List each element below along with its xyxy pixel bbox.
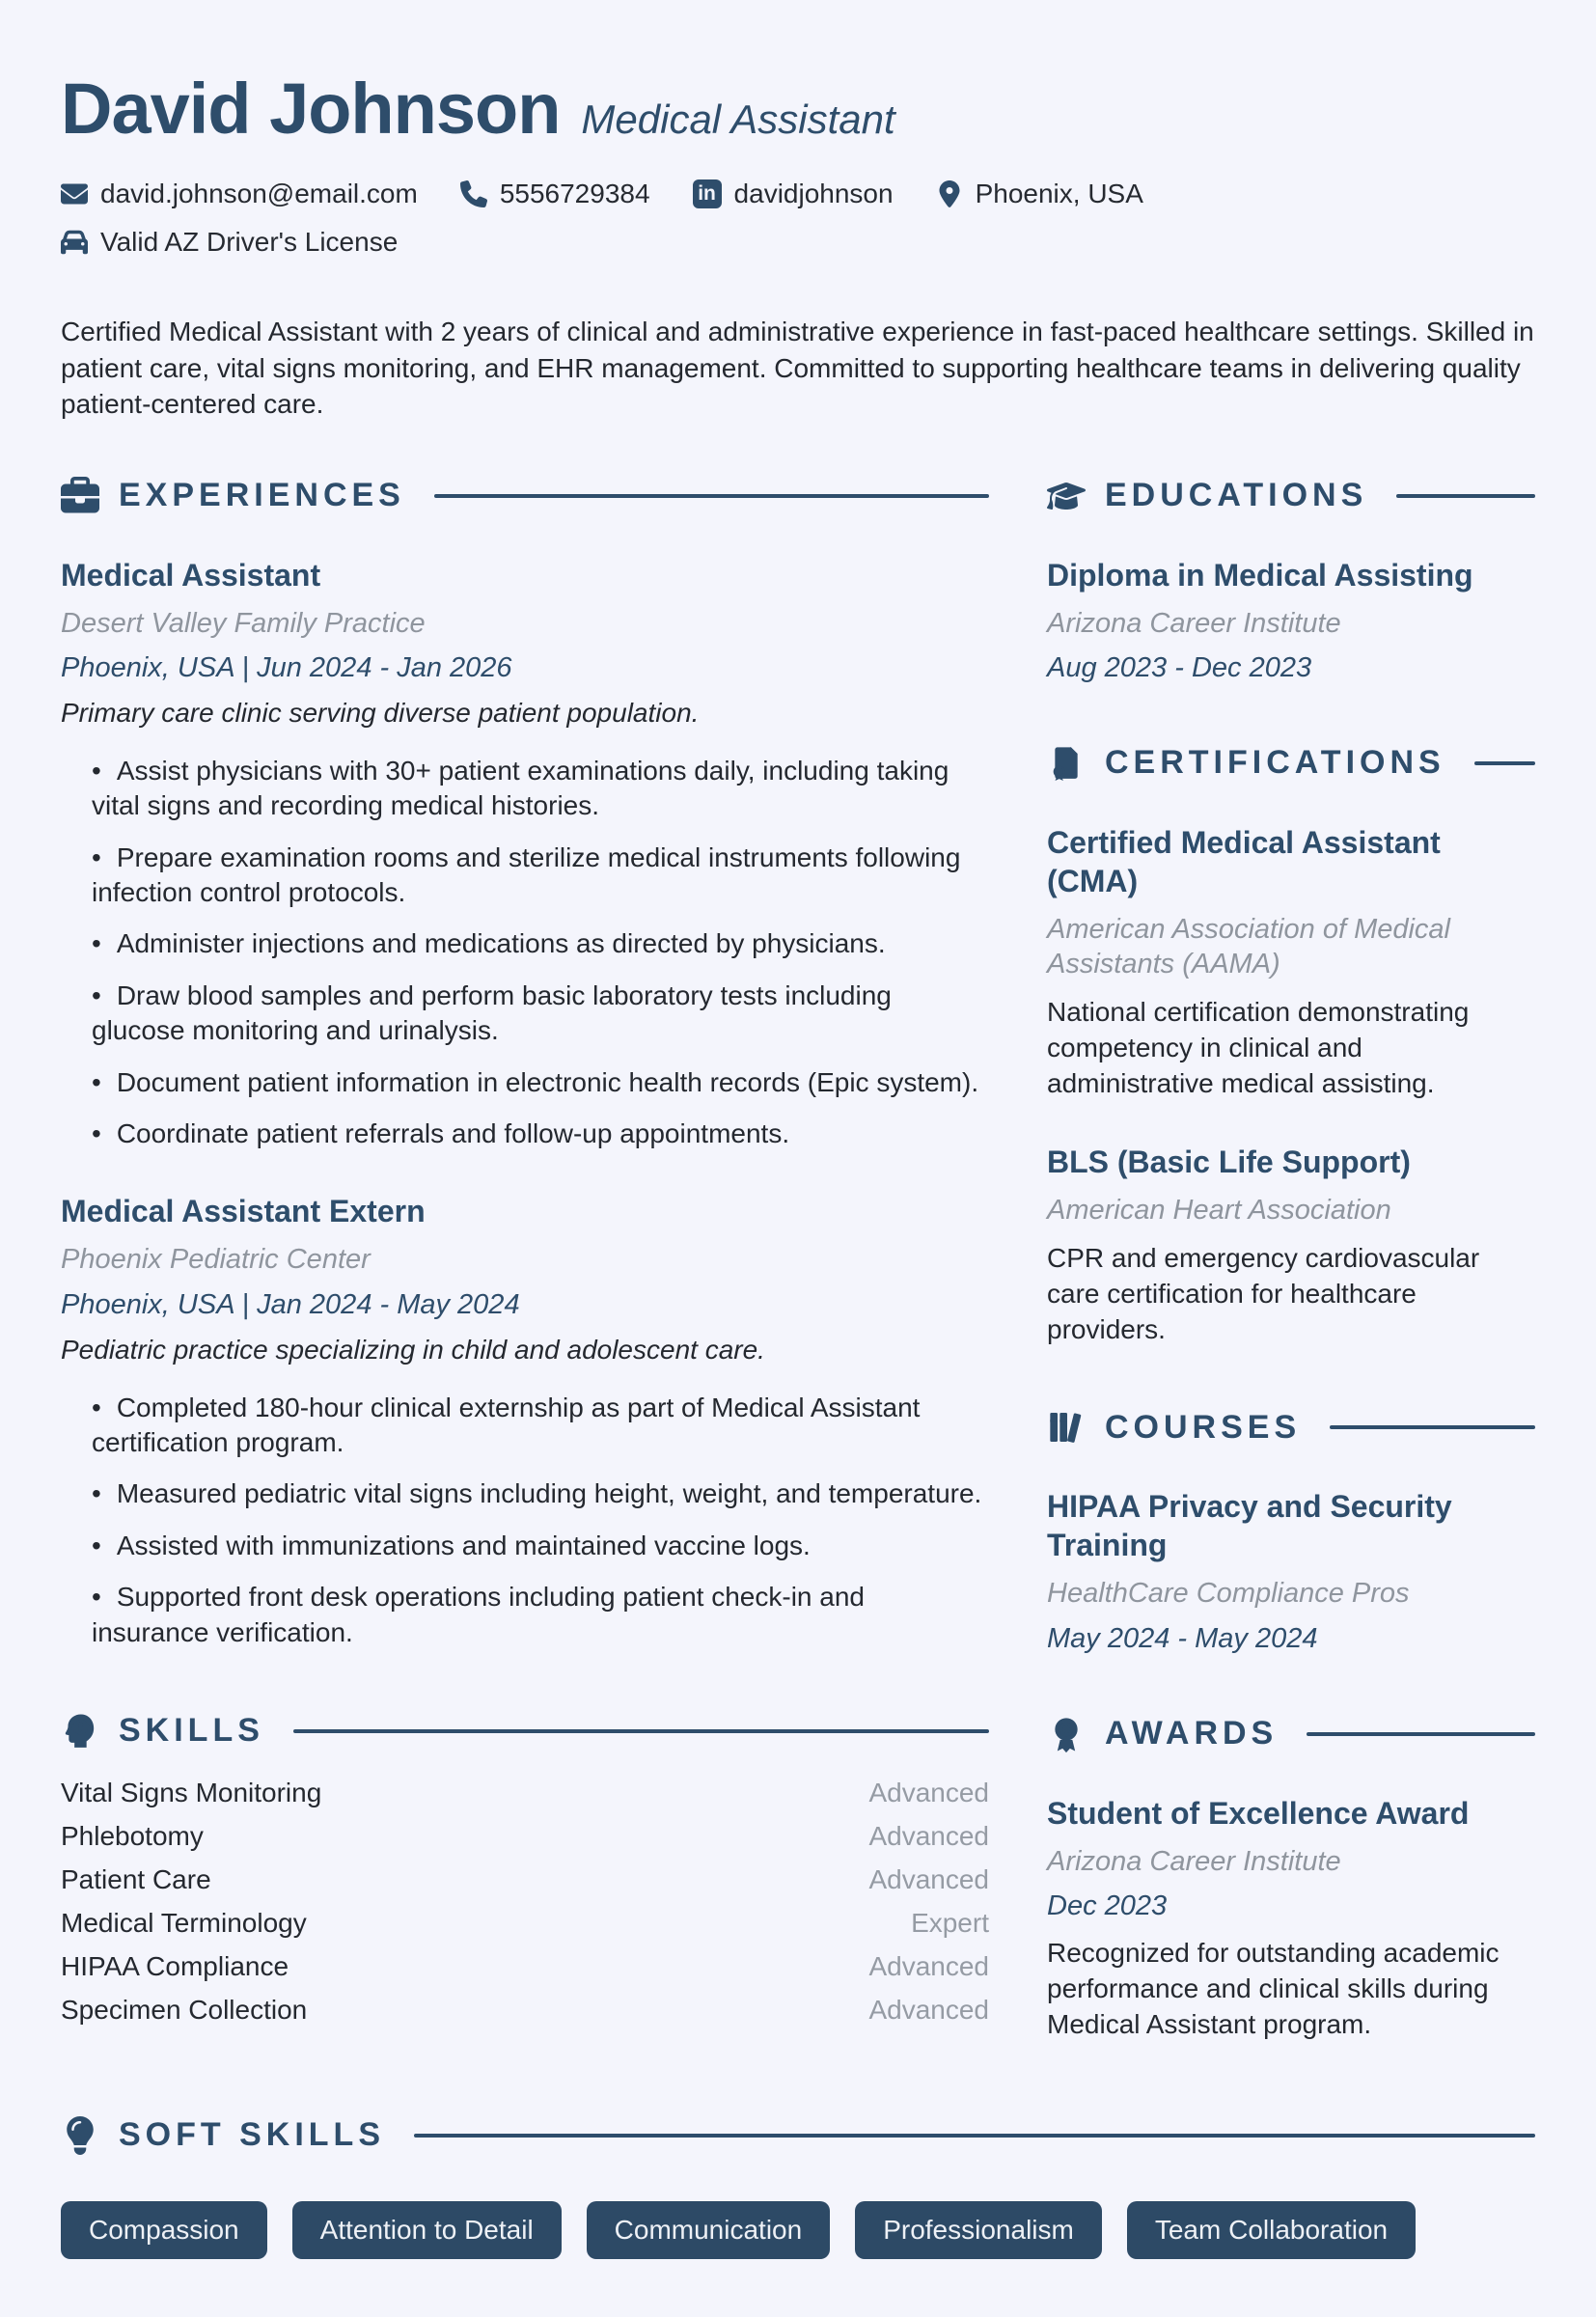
contact-location <box>936 179 1143 209</box>
skill-name: Vital Signs Monitoring <box>61 1777 322 1807</box>
bullet-dot: • <box>92 928 101 959</box>
bullet-dot: • <box>92 979 101 1010</box>
experiences-label: EXPERIENCES <box>119 477 405 514</box>
skill-name: Patient Care <box>61 1863 211 1894</box>
graduation-cap-icon <box>1047 477 1086 515</box>
courses-header <box>1047 1408 1535 1447</box>
briefcase-icon <box>61 477 99 515</box>
education-title: Diploma in Medical Assisting <box>1047 557 1473 593</box>
bullet-text: Prepare examination rooms and sterilize medical instruments following infection control protocols. <box>92 841 961 907</box>
soft-skill-pill: Attention to Detail <box>292 2201 562 2260</box>
person-title: Medical Assistant <box>581 97 895 142</box>
soft-skills-header <box>61 2116 1535 2155</box>
section-rule <box>1307 1732 1535 1736</box>
bullet-text: Document patient information in electronic health records (Epic system). <box>116 1066 979 1097</box>
skill-row <box>61 1864 989 1895</box>
contact-phone <box>460 179 650 209</box>
bullet-text: Coordinate patient referrals and follow-up appointments. <box>116 1117 790 1148</box>
job-location-dates: Phoenix, USA | Jun 2024 - Jan 2026 <box>61 651 512 683</box>
skill-level: Advanced <box>868 1777 989 1807</box>
soft-skill-pill: Compassion <box>61 2201 267 2260</box>
award-item <box>1047 1794 1535 2043</box>
skills-section <box>61 1712 989 2026</box>
car-icon <box>61 229 88 256</box>
skill-level: Advanced <box>868 1863 989 1894</box>
bullet-text: Assist physicians with 30+ patient examinations daily, including taking vital signs and recording medical histories. <box>92 755 949 821</box>
award-desc: Recognized for outstanding academic performance and clinical skills during Medical Assistant program. <box>1047 1937 1500 2039</box>
experience-item <box>61 556 989 1152</box>
skill-name: HIPAA Compliance <box>61 1950 289 1981</box>
contact-linkedin <box>693 179 894 209</box>
contact-license-text: Valid AZ Driver's License <box>100 227 399 257</box>
section-rule <box>414 2134 1535 2138</box>
certification-title: BLS (Basic Life Support) <box>1047 1145 1411 1180</box>
contact-row-1 <box>61 179 1535 209</box>
skill-level: Advanced <box>868 1820 989 1851</box>
courses-label: COURSES <box>1105 1408 1302 1446</box>
certifications-section <box>1047 744 1535 1348</box>
bullet-item <box>92 754 989 824</box>
bullet-dot: • <box>92 755 101 786</box>
certification-org: American Heart Association <box>1047 1195 1391 1227</box>
soft-skills-section <box>61 2116 1535 2260</box>
skill-row <box>61 1995 989 2026</box>
education-org: Arizona Career Institute <box>1047 607 1341 639</box>
location-icon <box>936 180 963 207</box>
certification-desc: National certification demonstrating competency in clinical and administrative medical assisting. <box>1047 997 1470 1099</box>
skills-header <box>61 1712 989 1751</box>
job-company: Phoenix Pediatric Center <box>61 1244 371 1276</box>
bullet-dot: • <box>92 1478 101 1509</box>
job-bullets <box>92 1391 989 1650</box>
bullet-dot: • <box>92 1582 101 1613</box>
skill-level: Expert <box>911 1907 989 1938</box>
columns <box>61 477 1535 2043</box>
job-intro: Primary care clinic serving diverse patient population. <box>61 697 700 728</box>
bullet-text: Completed 180-hour clinical externship as part of Medical Assistant certification program. <box>92 1392 921 1457</box>
experience-item <box>61 1192 989 1650</box>
course-item <box>1047 1487 1535 1654</box>
experiences-header <box>61 477 989 515</box>
certification-item <box>1047 1143 1535 1348</box>
certification-desc: CPR and emergency cardiovascular care certification for healthcare providers. <box>1047 1243 1480 1345</box>
job-intro: Pediatric practice specializing in child and adolescent care. <box>61 1334 765 1365</box>
award-title: Student of Excellence Award <box>1047 1795 1470 1831</box>
lightbulb-icon <box>61 2116 99 2155</box>
linkedin-icon: in <box>693 179 722 208</box>
right-column <box>1047 477 1535 2043</box>
bullet-item <box>92 1529 989 1563</box>
skill-rows <box>61 1778 989 2026</box>
books-icon <box>1047 1408 1086 1447</box>
bullet-item <box>92 979 989 1049</box>
bullet-text: Supported front desk operations including patient check-in and insurance verification. <box>92 1582 865 1647</box>
email-icon <box>61 180 88 207</box>
education-dates: Aug 2023 - Dec 2023 <box>1047 651 1312 683</box>
courses-section <box>1047 1408 1535 1654</box>
bullet-dot: • <box>92 841 101 872</box>
educations-header <box>1047 477 1535 515</box>
skill-name: Specimen Collection <box>61 1994 308 2025</box>
bullet-dot: • <box>92 1066 101 1097</box>
section-rule <box>293 1729 989 1733</box>
bullet-item <box>92 1391 989 1461</box>
award-dates: Dec 2023 <box>1047 1889 1168 1921</box>
certification-title: Certified Medical Assistant (CMA) <box>1047 824 1441 898</box>
contact-email <box>61 179 418 209</box>
awards-section <box>1047 1715 1535 2043</box>
skills-label: SKILLS <box>119 1712 264 1750</box>
bullet-item <box>92 1117 989 1151</box>
skill-row <box>61 1778 989 1808</box>
medal-icon <box>1047 1715 1086 1753</box>
skill-row <box>61 1821 989 1852</box>
skill-level: Advanced <box>868 1994 989 2025</box>
educations-section <box>1047 477 1535 684</box>
course-dates: May 2024 - May 2024 <box>1047 1622 1318 1654</box>
contact-license <box>61 227 398 258</box>
bullet-text: Draw blood samples and perform basic laboratory tests including glucose monitoring and urinalysis. <box>92 979 892 1046</box>
skill-level: Advanced <box>868 1950 989 1981</box>
course-title: HIPAA Privacy and Security Training <box>1047 1489 1452 1563</box>
bullet-text: Assisted with immunizations and maintained vaccine logs. <box>116 1530 811 1560</box>
job-title: Medical Assistant Extern <box>61 1194 426 1229</box>
section-rule <box>1396 494 1535 498</box>
bullet-text: Administer injections and medications as directed by physicians. <box>116 928 886 959</box>
bullet-item <box>92 1065 989 1100</box>
section-rule <box>1330 1425 1535 1429</box>
job-company: Desert Valley Family Practice <box>61 607 426 639</box>
soft-skill-pill: Communication <box>587 2201 831 2260</box>
bullet-dot: • <box>92 1392 101 1422</box>
soft-skills-label: SOFT SKILLS <box>119 2116 385 2154</box>
skill-row <box>61 1951 989 1982</box>
certification-org: American Association of Medical Assistants (AAMA) <box>1047 913 1450 980</box>
skill-name: Medical Terminology <box>61 1907 307 1938</box>
section-rule <box>434 494 989 498</box>
soft-skill-pill: Professionalism <box>855 2201 1102 2260</box>
contact-location-text: Phoenix, USA <box>975 179 1143 208</box>
educations-label: EDUCATIONS <box>1105 477 1368 514</box>
soft-skill-pills <box>61 2201 1535 2260</box>
certifications-label: CERTIFICATIONS <box>1105 744 1445 782</box>
contact-email-text: david.johnson@email.com <box>100 179 418 208</box>
award-org: Arizona Career Institute <box>1047 1845 1341 1877</box>
soft-skill-pill: Team Collaboration <box>1127 2201 1416 2260</box>
bullet-item <box>92 1476 989 1511</box>
course-org: HealthCare Compliance Pros <box>1047 1578 1410 1610</box>
skill-row <box>61 1908 989 1939</box>
phone-icon <box>460 180 487 207</box>
contact-phone-text: 5556729384 <box>499 179 650 208</box>
summary-paragraph: Certified Medical Assistant with 2 years of clinical and administrative experience in fast-paced healthcare settings. Skilled in patient care, vital signs monitoring, and EHR management. Committed to supporting healthcare teams in delivering quality patient-centered care. <box>61 317 1534 420</box>
experiences-section <box>61 477 989 1650</box>
bullet-text: Measured pediatric vital signs including height, weight, and temperature. <box>116 1478 982 1509</box>
contact-linkedin-text: davidjohnson <box>733 179 894 208</box>
certifications-header <box>1047 744 1535 783</box>
person-name: David Johnson <box>61 69 561 149</box>
job-title: Medical Assistant <box>61 557 321 593</box>
awards-header <box>1047 1715 1535 1753</box>
bullet-item <box>92 841 989 911</box>
certification-item <box>1047 823 1535 1102</box>
awards-label: AWARDS <box>1105 1715 1279 1752</box>
education-item <box>1047 556 1535 684</box>
skill-name: Phlebotomy <box>61 1820 204 1851</box>
left-column <box>61 477 989 2038</box>
resume-header <box>61 68 1535 423</box>
head-brain-icon <box>61 1712 99 1751</box>
contact-row-2 <box>61 227 1535 258</box>
certificate-icon <box>1047 744 1086 783</box>
bullet-dot: • <box>92 1530 101 1560</box>
job-location-dates: Phoenix, USA | Jan 2024 - May 2024 <box>61 1288 520 1320</box>
bullet-item <box>92 1580 989 1650</box>
section-rule <box>1474 761 1535 765</box>
bullet-dot: • <box>92 1117 101 1148</box>
bullet-item <box>92 926 989 961</box>
job-bullets <box>92 754 989 1152</box>
